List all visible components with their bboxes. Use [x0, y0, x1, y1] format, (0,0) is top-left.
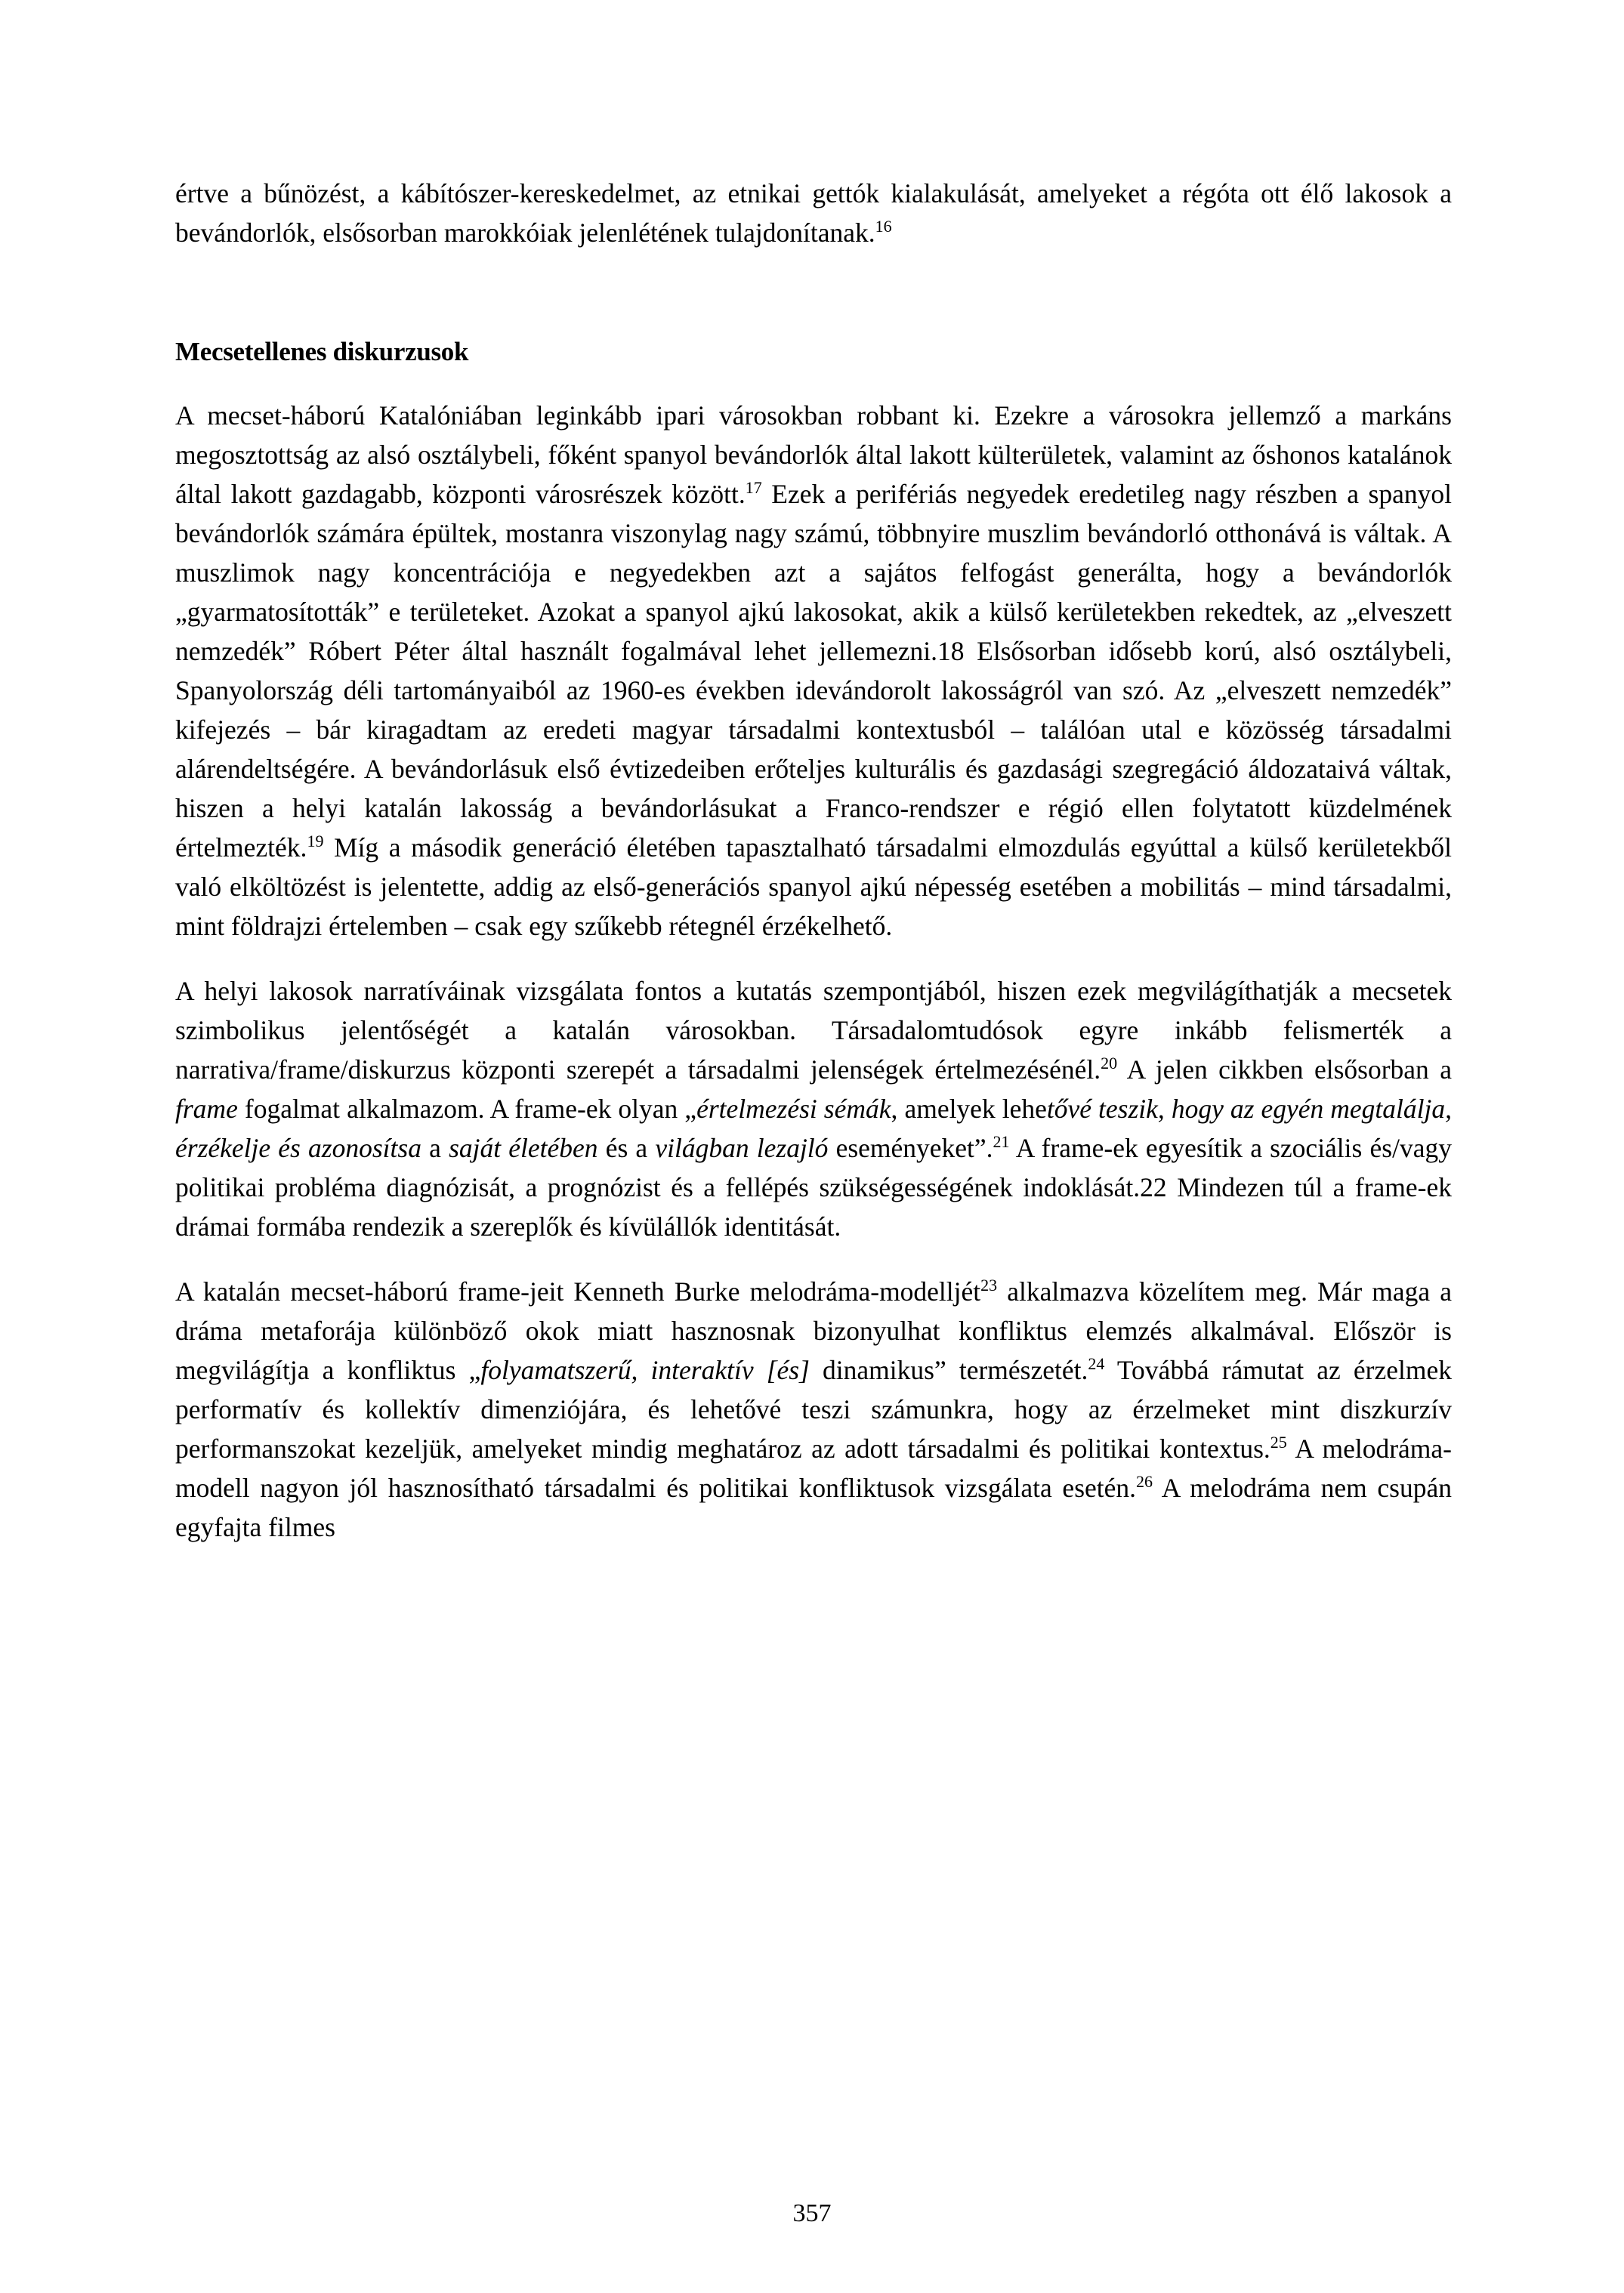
footnote-marker-24: 24	[1088, 1354, 1105, 1374]
paragraph-3	[175, 1272, 1452, 1547]
quote-italic-1: értelmezési sémák	[696, 1094, 891, 1124]
paragraph-1	[175, 396, 1452, 946]
emphasis-frame: frame	[175, 1094, 238, 1124]
footnote-marker-25: 25	[1270, 1433, 1287, 1452]
paragraph-text-g: eseményeket”.	[828, 1133, 993, 1163]
paragraph-text-e: A melodráma-modell nagyon jól hasznosítható társadalmi és politikai konfliktusok vizsgálata esetén.	[175, 1434, 1452, 1503]
paragraph-text-c: Míg a második generáció életében tapasztalható társadalmi elmozdulás egyúttal a külső kerületekből való elköltözést is jelentette, addig az első-generációs spanyol ajkú népesség esetében a mobilitás – mind társadalmi, mint földrajzi értelemben – csak egy szűkebb rétegnél érzékelhető.	[175, 832, 1452, 941]
footnote-marker-26: 26	[1136, 1472, 1153, 1492]
footnote-marker-16: 16	[875, 217, 892, 236]
paragraph-text-f: és a	[597, 1133, 656, 1163]
paragraph-text-e: a	[421, 1133, 449, 1163]
paragraph-text-a: A helyi lakosok narratíváinak vizsgálata fontos a kutatás szempontjából, hiszen ezek megvilágíthatják a mecsetek szimbolikus jelentőségét a katalán városokban. Társadalomtudósok egyre inkább felismerték a narrativa/frame/diskurzus központi szerepét a társadalmi jelenségek értelmezésénél.	[175, 976, 1452, 1085]
paragraph-text-f: A melodráma nem csupán egyfajta filmes	[175, 1473, 1452, 1542]
paragraph-text: értve a bűnözést, a kábítószer-kereskedelmet, az etnikai gettók kialakulását, amelyeket a régóta ott élő lakosok a bevándorlók, elsősorban marokkóiak jelenlétének tulajdonítanak.	[175, 178, 1452, 248]
paragraph-text-d: , amelyek lehe	[891, 1094, 1047, 1124]
paragraph-continuation	[175, 174, 1452, 252]
paragraph-text-h: A frame-ek egyesítik a szociális és/vagy politikai probléma diagnózisát, a prognózist és a fellépés szükségességének indoklását.22 Mindezen túl a frame-ek drámai formába rendezik a szereplők és kívülállók identitását.	[175, 1133, 1452, 1242]
paragraph-text-a: A katalán mecset-háború frame-jeit Kenneth Burke melodráma-modelljét	[175, 1276, 981, 1307]
page-content	[175, 174, 1452, 1547]
paragraph-text-a: A mecset-háború Katalóniában leginkább ipari városokban robbant ki. Ezekre a városokra jellemző a markáns megosztottság az alsó osztálybeli, főként spanyol bevándorlók által lakott külterületek, valamint az őshonos katalánok által lakott gazdagabb, központi városrészek között.	[175, 400, 1452, 509]
quote-italic-5: folyamatszerű, interaktív [és]	[480, 1355, 810, 1385]
footnote-marker-20: 20	[1101, 1054, 1118, 1073]
quote-italic-3: saját életében	[449, 1133, 598, 1163]
paragraph-text-b: Ezek a perifériás negyedek eredetileg nagy részben a spanyol bevándorlók számára épültek, mostanra viszonylag nagy számú, többnyire muszlim bevándorló otthonává is váltak. A muszlimok nagy koncentrációja e negyedekben azt a sajátos felfogást generálta, hogy a bevándorlók „gyarmatosították” e területeket. Azokat a spanyol ajkú lakosokat, akik a külső kerületekben rekedtek, az „elveszett nemzedék” Róbert Péter által használt fogalmával lehet jellemezni.18 Elsősorban idősebb korú, alsó osztálybeli, Spanyolország déli tartományaiból az 1960-es években idevándorolt lakosságról van szó. Az „elveszett nemzedék” kifejezés – bár kiragadtam az eredeti magyar társadalmi kontextusból – találóan utal e közösség társadalmi alárendeltségére. A bevándorlásuk első évtizedeiben erőteljes kulturális és gazdasági szegregáció áldozataivá váltak, hiszen a helyi katalán lakosság a bevándorlásukat a Franco-rendszer e régió ellen folytatott küzdelmének értelmezték.	[175, 479, 1452, 863]
paragraph-text-c: fogalmat alkalmazom. A frame-ek olyan „	[237, 1094, 697, 1124]
footnote-marker-19: 19	[307, 832, 324, 851]
paragraph-2	[175, 971, 1452, 1246]
page-number: 357	[792, 2199, 832, 2227]
paragraph-text-b: A jelen cikkben elsősorban a	[1117, 1054, 1452, 1085]
footnote-marker-17: 17	[745, 478, 762, 498]
quote-italic-4: világban lezajló	[655, 1133, 829, 1163]
quote-italic-2: tővé teszik, hogy az egyén megtalálja, érzékelje és azonosítsa	[175, 1094, 1453, 1163]
paragraph-text-b: alkalmazva közelítem meg. Már maga a dráma metaforája különböző okok miatt hasznosnak bizonyulhat konfliktus elemzés alkalmával. Először is megvilágítja a konfliktus „	[175, 1276, 1452, 1385]
footnote-marker-23: 23	[980, 1276, 998, 1295]
paragraph-text-d: Továbbá rámutat az érzelmek performatív és kollektív dimenziójára, és lehetővé teszi számunkra, hogy az érzelmeket mint diszkurzív performanszokat kezeljük, amelyeket mindig meghatároz az adott társadalmi és politikai kontextus.	[175, 1355, 1452, 1464]
footnote-marker-21: 21	[993, 1132, 1010, 1152]
paragraph-text-c: dinamikus” természetét.	[809, 1355, 1088, 1385]
section-heading: Mecsetellenes diskurzusok	[175, 337, 469, 366]
